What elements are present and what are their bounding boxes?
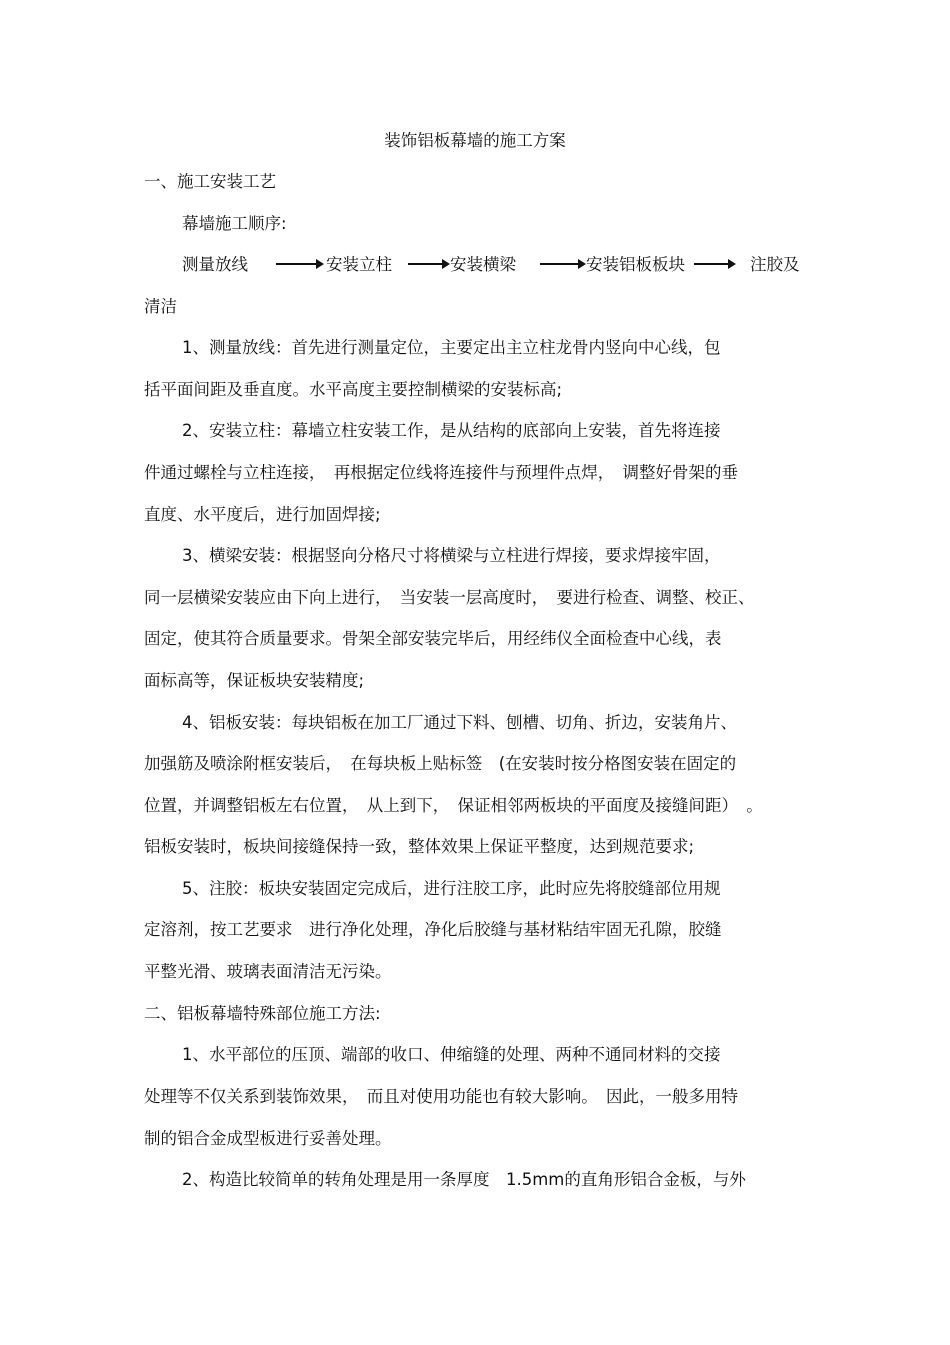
paragraph-line: 2、构造比较简单的转角处理是用一条厚度 1.5mm的直角形铝合金板，与外 [182, 1170, 746, 1189]
paragraph-line: 处理等不仅关系到装饰效果， 而且对使用功能也有较大影响。 因此，一般多用特 [144, 1087, 738, 1106]
section-heading-1: 一、施工安装工艺 [144, 172, 276, 191]
section-heading-2: 二、铝板幕墙特殊部位施工方法: [144, 1004, 381, 1023]
paragraph-line: 位置，并调整铝板左右位置， 从上到下， 保证相邻两板块的平面度及接缝间距） 。 [144, 796, 763, 815]
paragraph-line: 固定，使其符合质量要求。骨架全部安装完毕后，用经纬仪全面检查中心线，表 [144, 629, 722, 648]
paragraph-line: 5、注胶：板块安装固定完成后，进行注胶工序，此时应先将胶缝部位用规 [182, 879, 721, 898]
paragraph-line: 1、测量放线：首先进行测量定位，主要定出主立柱龙骨内竖向中心线，包 [182, 338, 721, 357]
flow-continuation: 清洁 [144, 297, 177, 316]
paragraph-line: 3、横梁安装：根据竖向分格尺寸将横梁与立柱进行焊接，要求焊接牢固， [182, 546, 721, 565]
construction-flow [0, 255, 950, 279]
paragraph-line: 1、水平部位的压顶、端部的收口、伸缩缝的处理、两种不通同材料的交接 [182, 1045, 721, 1064]
document-title: 装饰铝板幕墙的施工方案 [384, 131, 566, 150]
flow-arrow-icon [694, 263, 730, 265]
flow-step-1: 测量放线 [182, 255, 248, 274]
flow-step-5: 注胶及 [750, 255, 800, 274]
paragraph-line: 2、安装立柱：幕墙立柱安装工作，是从结构的底部向上安装，首先将连接 [182, 421, 721, 440]
flow-step-3: 安装横梁 [450, 255, 516, 274]
paragraph-line: 括平面间距及垂直度。水平高度主要控制横梁的安装标高; [144, 380, 563, 399]
flow-arrow-icon [276, 263, 318, 265]
flow-arrow-icon [540, 263, 580, 265]
paragraph-line: 直度、水平度后，进行加固焊接; [144, 505, 381, 524]
sequence-label: 幕墙施工顺序: [182, 214, 287, 233]
flow-arrow-icon [408, 263, 444, 265]
paragraph-line: 件通过螺栓与立柱连接， 再根据定位线将连接件与预埋件点焊， 调整好骨架的垂 [144, 463, 738, 482]
paragraph-line: 面标高等，保证板块安装精度; [144, 671, 365, 690]
flow-step-4: 安装铝板板块 [586, 255, 685, 274]
flow-step-2: 安装立柱 [326, 255, 392, 274]
paragraph-line: 4、铝板安装：每块铝板在加工厂通过下料、刨槽、切角、折边，安装角片、 [182, 713, 737, 732]
paragraph-line: 平整光滑、玻璃表面清洁无污染。 [144, 962, 392, 981]
paragraph-line: 制的铝合金成型板进行妥善处理。 [144, 1129, 392, 1148]
paragraph-line: 加强筋及喷涂附框安装后， 在每块板上贴标签 (在安装时按分格图安装在固定的 [144, 754, 737, 773]
paragraph-line: 铝板安装时，板块间接缝保持一致，整体效果上保证平整度，达到规范要求; [144, 837, 695, 856]
paragraph-line: 同一层横梁安装应由下向上进行， 当安装一层高度时， 要进行检查、调整、校正、 [144, 588, 755, 607]
paragraph-line: 定溶剂，按工艺要求 进行净化处理，净化后胶缝与基材粘结牢固无孔隙，胶缝 [144, 920, 722, 939]
